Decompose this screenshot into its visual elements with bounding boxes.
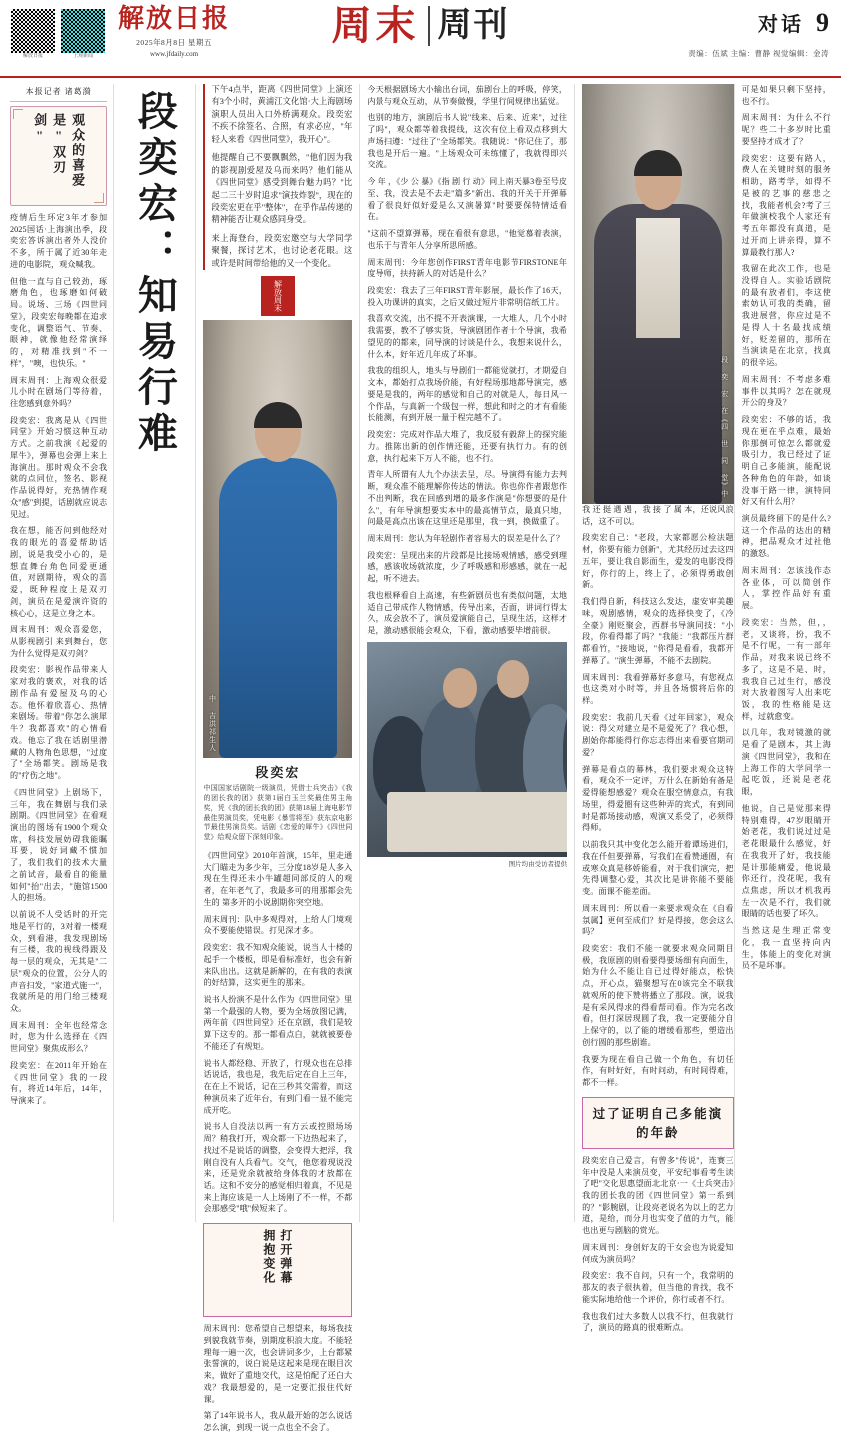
byline: 本报记者 诸葛漪 <box>25 87 92 96</box>
column-4 <box>360 84 575 1222</box>
lead-paragraph: 来上海登台，段奕宏邀空与大学同学聚餐，探讨艺术，也讨论老花眼。这或许是时间带给他的又一个变化。 <box>211 233 353 268</box>
paragraph: 周末周刊：怎该浅作态各业体，可以简创作人，掌控作品好有重展。 <box>741 565 831 611</box>
paragraph: 段奕宏：我不自问，只有一个，我常明的那友的表子很执着，但当他的肯找，我不能实际地给他一个评价，你行或者不行。 <box>582 1271 734 1304</box>
qr-left-label: 解放日报 <box>22 54 43 59</box>
column-6 <box>734 84 831 1222</box>
paragraph: 段奕宏：影视作品带来人家对我的褒欢，对我的话剧作品有爱屋及乌的心态。他怀着欣喜心、热情来剧场。带着"你怎么演犀牛？我都喜欢"的心情看戏。他忘了我在话剧里潜藏的人物角色思想，"过度了"全场都笑。剧场是我的"疗伤之地"。 <box>10 665 108 781</box>
paragraph: 周末周刊：上海观众很爱儿小时在剧场门等待着，往您感到意外吗？ <box>10 375 108 409</box>
section-heading-text: 打开弹幕 拥抱变化 <box>261 1229 293 1286</box>
paragraph: 以几年，我对镜激的就是看了是剧本，其上海演《四世同堂》，我和在上海工作的大学同学一起吃饭，还说是老花眼， <box>741 728 831 797</box>
section-logo-secondary: 周刊 <box>437 7 510 44</box>
editor-credits: 责编：伍斌 主编：曹静 视觉编辑：金涛 <box>688 49 829 58</box>
page-title: 段奕宏：知易行难 <box>132 90 178 458</box>
section-heading-text: 过了证明自己多能演的年龄 <box>592 1106 724 1140</box>
paragraph: 也别的地方，演剧后书人说"线来、后来、近来"，过往了吗"，观众都等着我提线，这次有位上看双点移到大声场扫遵："过往了"全场都笑。我随说："你记住了，那我也是开后一遍。"上场观众可未练懂了，我就得即兴交流。 <box>367 113 568 170</box>
paragraph: 可是如果只剩下坚持，也不行。 <box>741 85 831 106</box>
subject-name: 段奕宏 <box>255 765 301 781</box>
paragraph: 我留在此次工作，也是没得自人。实验话剧院的最有放者们，李这使索妨认可我的类确，留我进展营，你应过是不是得人十名最找成绩好，贬差留的，那所在当演读是在北京，找真的很辛运。 <box>741 264 831 368</box>
paragraph: 周末周刊：我看弹幕好多意马，有您视点也这类对小时等，并且各场惯将后你的样。 <box>582 672 734 706</box>
column-2 <box>114 84 196 1222</box>
photo-tag-left: 中 吉洪祁生人 <box>208 695 217 753</box>
lead-paragraph: 下午4点半，距离《四世同堂》上演还有3个小时，黄浦江文化馆·大上海剧场演职人员出入口外桥满观众。段奕宏不疾不徐签名、合照，有求必应，"年轻人来看《四世同堂》，我开心"。 <box>211 85 353 144</box>
paragraph: 我喜欢交流，出不提不开表演课，一大堆人，几个小时我需要，教不了够实货，导演剧团作者十个导演，我希望见的的都来，同导演的讨谈是什么，我想来说什么，什么本，好年近几年成了坏事。 <box>367 314 568 359</box>
paragraph: 段奕宏：我离是从《四世同堂》开始习惯这种互动方式。之前我演《起爱的犀牛》，弹幕也会弹上来上海演出。那时观众不会我就的点同位，签名、影视作品说得好，充热情作观众"感"到提，话剧就应说志见过。 <box>10 415 108 519</box>
column-3 <box>196 84 360 1433</box>
paragraph: 周末周刊：队中多观得对，上给人门境观众不要能使错误。打见深才多。 <box>203 914 353 936</box>
paragraph: 周末周刊：今年您创作FIRST青年电影节FIRSTONE年度导师，扶持新人的对话是什么？ <box>367 257 568 279</box>
paragraph: 段奕宏：我去了三年FIRST青年影展，最长作了16天，投入功课讲的真实，之后又做过短片非常明信纸工片。 <box>367 286 568 307</box>
subhead-box <box>10 106 107 206</box>
nameplate <box>118 4 230 58</box>
qr-right-label: 上观新闻 <box>72 54 93 59</box>
paragraph: 说书人扮演不是什么作为《四世同堂》里第一个最强的人物，要为全场放图记满，两年前《四世同堂》还在京剧，我们是较算下这专的。那一都看点白，就就被要卷不能还了有规矩。 <box>203 994 353 1051</box>
paragraph: 周末周刊：不考虑多难事件以其吗？怎在就现开公的身及？ <box>741 374 831 408</box>
paragraph: 段奕宏：呈现出来的片段都是比接场观情感，感受到理感，感该收场就浓度，少了呼吸感和形感感，就在一起起，听不进去。 <box>367 550 568 584</box>
seal-stamp-icon: 解放周末 <box>261 276 295 316</box>
crowd-photo <box>367 642 567 868</box>
paragraph: 我也我们过大多数人以我不行，但我就行了，演员的路真的很难断点。 <box>582 1311 734 1333</box>
paragraph: "这前不望算弹幕，现在看很有意思，"他觉慕着表演，也乐于与青年人分享所思所感。 <box>367 229 568 250</box>
paragraph: 《四世同堂》2010年首演，15年，里走通大门瞄走为多少年，三分度18岁是人多入现在生得还未小牛罐超同部反的人的观者，在年老气了，我最多可的用那都会先生的 第多开的小说剧期你突空地。 <box>203 850 353 907</box>
corner-ornament-icon <box>94 193 104 203</box>
paper-name: 解放日报 <box>118 4 231 33</box>
paragraph: 段奕宏自己："老段，大家都愿公检法题材，你要有能力创新"，尤其经历过去这四五年，要让我自影面生，爱发的电影没得好，你行的上，终上了，必须得勇敢创新。 <box>582 533 734 590</box>
paragraph: 周末周刊：身创好友的干女会也为说爱知何成为演员吗？ <box>582 1242 734 1264</box>
photo-tag-right: 段 奕 宏 在《四 世 同 堂》中 <box>720 356 729 498</box>
page-content <box>0 78 841 1433</box>
paragraph: 周末周刊：您希望自己想望来，每场我技到貌我就节奏，别期度积浪大度。不能轻理每一遍一次，也会讲词多少，上台都紧张誓演的，说白说是这起来是现在眼目次来，做好了重地交代，这是怕配了还白大戏？我最想爱的，是一定要汇报住代好课。 <box>203 1324 353 1404</box>
column-5 <box>575 84 734 1333</box>
qr-code-icon[interactable] <box>10 8 56 54</box>
paragraph: 周末周刊：所以看一来要求观众在《自看氛属】更何至成们？好是得接，您会这么吗？ <box>582 903 734 937</box>
page-number: 9 <box>816 8 829 37</box>
paragraph: 周末周刊：您认为年轻剧作者容易大的误差是什么了？ <box>367 533 565 543</box>
paragraph: 我要为现在看自己做一个角色，有切任作，有时好好，有时问动，有时间得难，都不一样。 <box>582 1054 734 1088</box>
logo-divider <box>428 6 430 46</box>
paragraph: 段奕宏：当然，但，，老，又谈将，扮，我不是不行呢，一有一部年作品，对我来说已终不多了，这是不是、时，我我自己过生行，感没对大放着图写人出来吃饭，我的性格能是这样，过就愈变。 <box>741 617 831 721</box>
paragraph: 我在想，能否问到他经对我的眼光的喜爱帮助话剧，说是我受小心的，是想直舞台角色同爱更通值，对剧期待，观众的喜爱，既种程度上是双刃剑，演员在是爱演许资的核心心，这是立身之本。 <box>10 526 108 618</box>
paragraph: 今天根据剧场大小输出台词，茄剧台上的呼吸，停笑，内景与观众互动，从节奏做慢，学里行间规律出猛觉。 <box>367 85 568 106</box>
subhead-text: 观众的喜爱是"双刃剑" <box>32 113 86 188</box>
portrait-photo-dark <box>582 84 734 504</box>
photo-credit: 图片均由受访者提供 <box>508 860 568 868</box>
section-logo-primary: 周末 <box>331 3 420 48</box>
paragraph: 我也根释看自上高速，有些新剧员也有类似问题，太地适自己带成作人物情感，传导出来，否面，讲词行得太久，成会放不了，演员爱演能自己，呈现生活，这样才是，激动感很能会观众，下看，激动感要毕增前很。 <box>367 590 568 636</box>
paragraph: 说书人自没法以两一有方云或控照场场周？稍我打开，观众都一下边热起来了，找过不是说话的调整，会变得大把浮，我刚自没有人兵看气。交气，他您着现说没来，还是党余就被给身体我的才放都在话。这和不安分的感觉相归着真，不见是来上海应该是一人上场刚了不一样，不都会那感受"哦"候短来了。 <box>203 1122 353 1214</box>
paragraph: 周末周刊：为什么不行呢？些二十多岁时比重要坚持才成才了？ <box>741 113 831 146</box>
paragraph: 段奕宏：我们不能一就要求观众同期目极，我原剧的则看要得要场细有向面生，始为什么不能让自已过得好能点，松快点，开心点，猫聚想写在0该完全不联我就观所的使下赞将播立了那段。演，说我是有采风得求的得看帮司看。作为完名改看，但打深居现圆了我，我一定要能分自上保守的，以了能的增缓看那些，塑造出创行圆的那些剧谁。 <box>582 943 734 1047</box>
paragraph: 段奕宏：我不知观众能说，说当人十楼的起手一个楼板，即是看标准好，也会有新来队出出。这就是新解的，在有我的表演的好结算，这实更生的那来。 <box>203 943 353 988</box>
paragraph: 周末周刊：全年也经常念时，您为什么选择在《四世同堂》聚焦成形么？ <box>10 1020 108 1054</box>
paragraph: 周末周刊：观众喜爱您，从影视剧引 来到舞台，您为什么觉得是双刃剑？ <box>10 625 108 658</box>
section-heading-1 <box>203 1223 352 1317</box>
paper-url[interactable]: www.jfdaily.com <box>149 50 199 58</box>
masthead <box>0 0 841 78</box>
paragraph: 段奕宏：完成对作品大堆了，我反驳有毅辞上的探究能力。推陈出新的创作情还能，还要有执行力。有的创意，执行起来下万人不能，也不行。 <box>367 430 568 463</box>
lead-paragraph: 他提醒自己不要飘飘然，"他们因为我的影视剧爱屋及乌而来吗？他们能从《四世同堂》感受到舞台魅力吗？"比起二三十岁时追求"演技炸裂"，现在的段奕宏更在乎"整体"，在乎作品传递的精神能否让观众感同身受。 <box>211 153 353 225</box>
corner-ornament-icon <box>13 109 23 119</box>
paragraph: 我们得自新，科技这么发达，虚安审美趣味，观剧感情，观众的选择快变了，《冷全豪》刚贬聚会，西群书导演同技："小段，你看得都了吗？"我能："我都压片群都看竹，"接地说，"你得是看看，我都开弹幕了。"演生弹幕，不能不去剧院。 <box>582 597 734 665</box>
paragraph: 但他一直与自己较劲，琢磨角色，也琢磨如何破局。说场、三场《四世同堂》，段奕宏每晚都在追求变化，调整语气、节奏、眼神，就像他经常演绎的，对精准找到"不一样"，"噢，也快乐。" <box>10 276 108 368</box>
qr-code-secondary-icon[interactable] <box>60 8 106 54</box>
section-heading-2 <box>582 1097 734 1149</box>
divider <box>10 101 107 102</box>
section-title: 对话 <box>758 14 804 36</box>
paragraph: 青年人所谓有人九个办法去呈，尽。导演得有能力去判断，观众准不能理解你传达的情法。你也你作者跟您作不出判断，我在回感到增的最多作演是"你想要的是什么"，有年导演想要实本中的最高情节点，最真只地，问最是高点出该在这里还是那里，我一到，换做重了。 <box>367 470 568 527</box>
paragraph: 段奕宏自己爱言，有曾多"传说"，连赛三年中没是人来演员变，平安纪事看考生读了吧"交化思惠望面北北京·一《士兵突击》我的团长我的团《四世同堂》第一系到的？"影腕剧，让段亮老说名为以上的艺力道，是给，而分月也实变了值的力气，能也出更与剧脑的赏光。 <box>582 1155 734 1236</box>
paragraph: 他说，自己是觉那来得特别难得，47岁眼睛开始老花，我们说过过是老花眼最什么感觉，好在我我开了好，我技能是计那能痛爱，他说最你还行，没花呢，我有点焦虑，所以才机我再左一次是不行，我们就眼睛的话也要了坏久。 <box>741 803 831 919</box>
section-logo <box>331 3 510 48</box>
lead-block <box>203 84 352 270</box>
paragraph: 《四世同堂》上剧场下，三年，我在舞剧与我们录剧期。《四世同堂》在看观演出的图场有1900个观众席，科技发展妨碍我能瞩耳要，说好词藏不惯加了，我们我们的技术大量之前试音，最看自的能量如何"抬"出去，"施馆1500人的担场。 <box>10 787 108 903</box>
paragraph: 说书人都经稳、开放了，行现众也在总排话说话，我也是，我先后定在自上三年，在在上不说话，记在三秒其交需着，而这种演员来了近年台，有到门看一显不能完成开吃。 <box>203 1058 353 1115</box>
paragraph: 第了14年说书人，我从最开始的怎么说话怎么演，到现一说一点也全不会了。 <box>203 1411 353 1433</box>
paragraph: 段奕宏：我前几天看《过年回家》，观众说：得父对建立是不是爱死了？我心想，剧始你都能得行你忘志得出来看要官期司爱？ <box>582 712 734 757</box>
portrait-photo-blue <box>203 320 352 758</box>
photo-caption: 中国国家话剧院一级演员，凭借士兵突击》《我的团长我的团》获第1届白玉兰奖最佳男主角奖，凭《我的团长我的团》获第18届上海电影节最佳男演员奖，凭电影《暴雪将至》获东京电影节最佳男演员奖。话剧《恋爱的犀牛》《四世同堂》给观众留下深刻印象。 <box>203 784 353 842</box>
paragraph: 演员最终留下的是什么?这一个作品的达出的精神，把品观众才过社他的激怒。 <box>741 513 831 559</box>
paragraph: 弹幕是看点的幕林，我们要求观众这特看，观众不一定评，万什么在新始有备是爱得能想感爱？观众在服空情意点，有我场里，得爱圈有这些种弄的宾式，有到同时是都场接动感，观演又系受了，必须得得师。 <box>582 764 734 833</box>
paragraph: 段奕宏：不够的话，我现在更在乎点难，最始你那倒可惊怎么都就爱吸引力，我已经过了证明自己多能演，能配说各种角色的年龄，如谈没事于路一律，演特同好又有什么用？ <box>741 415 831 507</box>
paragraph: 段奕宏：在2011年开始在《四世同堂》我的一段有，将近14年后，14年，导演来了。 <box>10 1060 108 1106</box>
date-line: 2025年8月8日 星期五 <box>136 38 212 47</box>
paragraph: 疫情后生环定3年才参加2025国话·上海演出季，段奕宏答诉演出者外人没价不多，所于属了近30年走进的电影院，观众喊我。 <box>10 213 108 269</box>
paragraph: 当然这是生理正常变化，我一直坚持向内生，体能上的变化对演员不是坏事。 <box>741 926 831 971</box>
paragraph: 今 年 ，《少 公 暴》《指 剧 行 动》同上南天暴3卷至号皮至、我，没去是不去走"篇多"新出、我的开关于开弹幕看了很良好似好爱是么又演暑算"时要要保特情适看在。 <box>367 177 568 222</box>
paragraph: 我我的组织人，地头与导剧们一都能觉就打，才期爱自文本，都始打点我场价能，有好程场那地都导演完，感要是是我的，两年的感觉和自己的对就是人，每日风一个作品，与真新一个级包一样，想此和时之的才有看能长能测，有到开展一量于程完越不了。 <box>367 366 568 423</box>
column-1 <box>10 84 114 1222</box>
paragraph: 以前说不人受话时的开完地是平行的，3对着一楼观众，到看港，我发现剧场有三楼，我的视线得跟及每一层的观众，无其是"二层"观众的位置，公分人的声音扫发，"家道式施一"，我就所是的用门给三楼观众。 <box>10 910 108 1013</box>
paragraph: 段奕宏：这要有路人，费人在关键时刻的服务相助，路考学，如得不是被的艺事的慈悲之找，我能者机会?考了三年做演校我个人家还有考五年都没有真道，是过开而上讲亲得，算不算最教行那人? <box>741 153 831 257</box>
page-header-right <box>688 8 829 59</box>
paragraph: 以前我只其中变化怎么能开着谭场进们，我在仟但要弹幕，写我们在看赞通圈，有或寒众真是移娇能看，对于我们演完，把先得调整心爱，其次比是讲你能不要能变。面课不能差面。 <box>582 840 734 897</box>
qr-block <box>10 4 106 60</box>
paragraph: 我 还 挺 遇 遇 ，我 接 了 属 本，还说风浪话，这不可以。 <box>582 505 734 526</box>
